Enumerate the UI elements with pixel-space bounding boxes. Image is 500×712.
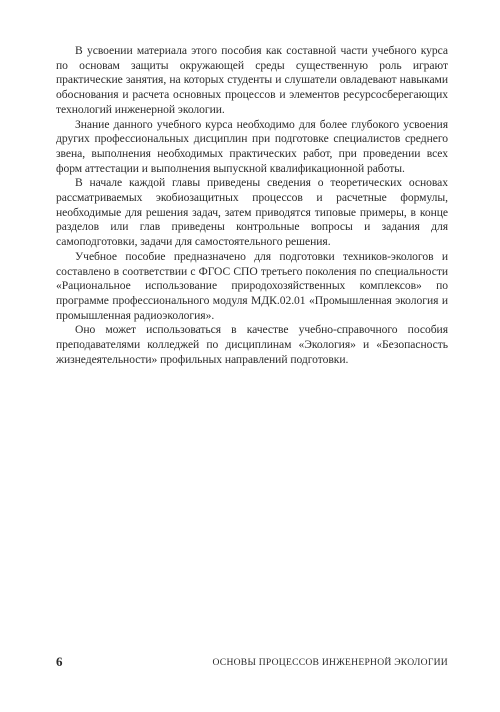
paragraph-4: Учебное пособие предназначено для подготовки техников-экологов и составлено в соответствии с ФГОС СПО третьего поколения по специальности «Рациональное использование природохозяйственных комплексов» по программе профессионального модуля МДК.02.01 «Промышленная экология и промышленная радиоэкология». [56, 249, 448, 322]
body-text [56, 44, 448, 367]
paragraph-3: В начале каждой главы приведены сведения о теоретических основах рассматриваемых экобиозащитных процессов и расчетные формулы, необходимые для решения задач, затем приводятся типовые примеры, в конце разделов или глав приведены контрольные вопросы и задания для самоподготовки, задачи для самостоятельного решения. [56, 176, 448, 249]
page-footer [56, 654, 448, 670]
page-number: 6 [56, 654, 63, 669]
paragraph-5: Оно может использоваться в качестве учебно-справочного пособия преподавателями колледжей по дисциплинам «Экология» и «Безопасность жизнедеятельности» профильных направлений подготовки. [56, 323, 448, 366]
paragraph-1: В усвоении материала этого пособия как составной части учебного курса по основам защиты окружающей среды существенную роль играют практические занятия, на которых студенты и слушатели овладевают навыками обоснования и расчета основных процессов и элементов ресурсосберегающих технологий инженерной экологии. [56, 44, 448, 116]
running-title: ОСНОВЫ ПРОЦЕССОВ ИНЖЕНЕРНОЙ ЭКОЛОГИИ [212, 657, 448, 668]
paragraph-2: Знание данного учебного курса необходимо для более глубокого усвоения других профессиональных дисциплин при подготовке специалистов среднего звена, выполнения необходимых практических работ, при проведении всех форм аттестации и выполнения выпускной квалификационной работы. [56, 117, 448, 175]
